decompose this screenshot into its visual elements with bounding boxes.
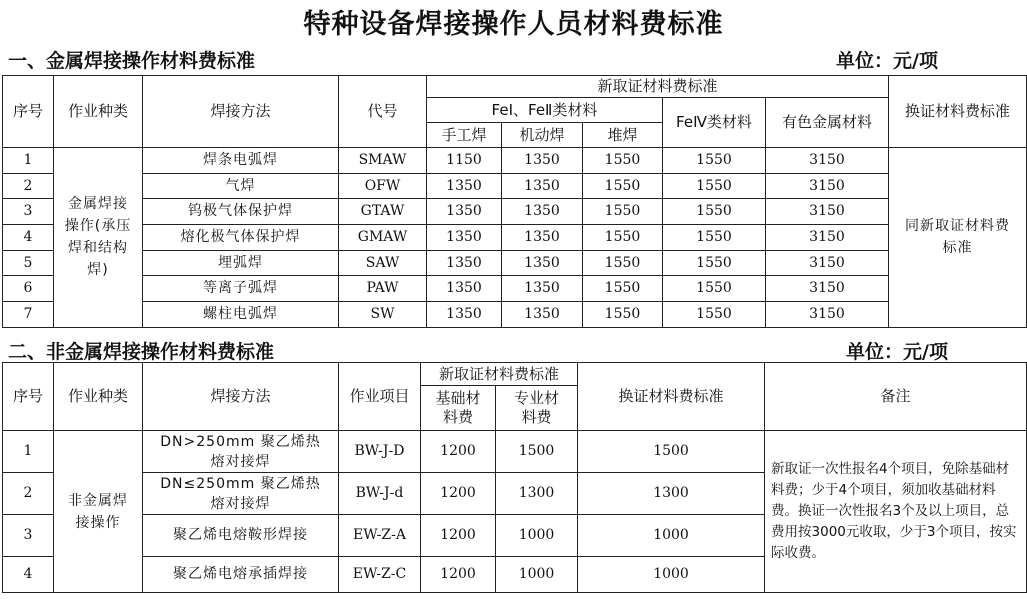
cell-code: SAW xyxy=(339,250,427,276)
cell-code: SW xyxy=(339,302,427,328)
cell-fe4: 1550 xyxy=(663,276,766,302)
page-title: 特种设备焊接操作人员材料费标准 xyxy=(303,9,724,40)
method-text: DN≤250mm 聚乙烯热熔对接焊 xyxy=(160,475,321,512)
cell-nonferrous: 3150 xyxy=(766,148,889,174)
cell-method xyxy=(143,431,339,473)
cell-overlay: 1550 xyxy=(583,199,663,225)
cell-overlay: 1550 xyxy=(583,276,663,302)
cell-seq: 1 xyxy=(3,431,54,473)
header-fe-group: FeⅠ、FeⅡ类材料 xyxy=(427,98,663,123)
cell-fe4: 1550 xyxy=(663,250,766,276)
header-renew: 换证材料费标准 xyxy=(578,363,765,431)
cell-seq: 7 xyxy=(3,302,54,328)
cell-overlay: 1550 xyxy=(583,225,663,251)
cell-seq: 4 xyxy=(3,557,54,593)
header-item: 作业项目 xyxy=(339,363,421,431)
header-base-text: 基础材料费 xyxy=(435,389,481,426)
cell-mechanical: 1350 xyxy=(502,173,583,199)
header-renew: 换证材料费标准 xyxy=(889,76,1027,148)
header-manual: 手工焊 xyxy=(427,123,502,148)
cell-method: 焊条电弧焊 xyxy=(143,148,339,174)
cell-nonferrous: 3150 xyxy=(766,173,889,199)
header-seq: 序号 xyxy=(3,363,54,431)
cell-base: 1200 xyxy=(421,515,496,557)
cell-mechanical: 1350 xyxy=(502,225,583,251)
cell-overlay: 1550 xyxy=(583,173,663,199)
section1-unit: 单位：元/项 xyxy=(836,50,938,72)
table-row xyxy=(3,431,1027,473)
cell-manual: 1350 xyxy=(427,173,502,199)
cell-remark: 新取证一次性报名4个项目，免除基础材料费；少于4个项目，须加收基础材料费。换证一次性报名3个及以上项目，总费用按3000元收取，少于3个项目，按实际收费。 xyxy=(765,431,1027,593)
cell-seq: 5 xyxy=(3,250,54,276)
cell-seq: 3 xyxy=(3,199,54,225)
table-row xyxy=(3,276,1027,302)
cell-manual: 1150 xyxy=(427,148,502,174)
cell-special: 1300 xyxy=(496,473,578,515)
cell-method: 螺柱电弧焊 xyxy=(143,302,339,328)
cell-special: 1000 xyxy=(496,557,578,593)
table-row xyxy=(3,250,1027,276)
cell-seq: 4 xyxy=(3,225,54,251)
header-category: 作业种类 xyxy=(54,363,143,431)
cell-mechanical: 1350 xyxy=(502,148,583,174)
header-new-std: 新取证材料费标准 xyxy=(427,76,889,98)
cell-code: SMAW xyxy=(339,148,427,174)
cell-method: 聚乙烯电熔鞍形焊接 xyxy=(143,515,339,557)
header-base xyxy=(421,386,496,431)
cell-base: 1200 xyxy=(421,431,496,473)
table-row xyxy=(3,302,1027,328)
section2-heading: 二、非金属焊接操作材料费标准 xyxy=(8,341,275,363)
cell-method: 熔化极气体保护焊 xyxy=(143,225,339,251)
header-category: 作业种类 xyxy=(54,76,143,148)
cell-mechanical: 1350 xyxy=(502,250,583,276)
cell-fe4: 1550 xyxy=(663,199,766,225)
cell-special: 1000 xyxy=(496,515,578,557)
cell-item: BW-J-D xyxy=(339,431,421,473)
cell-method: 埋弧焊 xyxy=(143,250,339,276)
cell-category xyxy=(54,431,143,593)
cell-method: 聚乙烯电熔承插焊接 xyxy=(143,557,339,593)
cell-seq: 1 xyxy=(3,148,54,174)
cell-fe4: 1550 xyxy=(663,225,766,251)
header-overlay: 堆焊 xyxy=(583,123,663,148)
nonmetal-welding-fee-table xyxy=(2,362,1027,593)
cell-renew: 1000 xyxy=(578,515,765,557)
cell-code: OFW xyxy=(339,173,427,199)
header-remark: 备注 xyxy=(765,363,1027,431)
header-nonferrous: 有色金属材料 xyxy=(766,98,889,148)
cell-renew: 1000 xyxy=(578,557,765,593)
cell-method xyxy=(143,473,339,515)
cell-seq: 6 xyxy=(3,276,54,302)
metal-welding-fee-table xyxy=(2,75,1027,328)
cell-special: 1500 xyxy=(496,431,578,473)
cell-fe4: 1550 xyxy=(663,148,766,174)
cell-category xyxy=(54,148,143,328)
cell-seq: 3 xyxy=(3,515,54,557)
cell-method: 等离子弧焊 xyxy=(143,276,339,302)
cell-mechanical: 1350 xyxy=(502,276,583,302)
cell-manual: 1350 xyxy=(427,276,502,302)
cell-code: PAW xyxy=(339,276,427,302)
cell-nonferrous: 3150 xyxy=(766,250,889,276)
header-code: 代号 xyxy=(339,76,427,148)
header-mechanical: 机动焊 xyxy=(502,123,583,148)
cell-manual: 1350 xyxy=(427,225,502,251)
cell-item: EW-Z-A xyxy=(339,515,421,557)
cell-nonferrous: 3150 xyxy=(766,225,889,251)
cell-code: GTAW xyxy=(339,199,427,225)
cell-mechanical: 1350 xyxy=(502,302,583,328)
table-row xyxy=(3,225,1027,251)
header-method: 焊接方法 xyxy=(143,76,339,148)
header-method: 焊接方法 xyxy=(143,363,339,431)
cell-manual: 1350 xyxy=(427,250,502,276)
cell-seq: 2 xyxy=(3,173,54,199)
cell-nonferrous: 3150 xyxy=(766,302,889,328)
cell-base: 1200 xyxy=(421,473,496,515)
cell-item: EW-Z-C xyxy=(339,557,421,593)
cell-item: BW-J-d xyxy=(339,473,421,515)
header-fe4: FeⅣ类材料 xyxy=(663,98,766,148)
section1-heading: 一、金属焊接操作材料费标准 xyxy=(8,50,256,72)
cell-overlay: 1550 xyxy=(583,148,663,174)
header-special xyxy=(496,386,578,431)
cell-renew: 1500 xyxy=(578,431,765,473)
cell-manual: 1350 xyxy=(427,199,502,225)
cell-fe4: 1550 xyxy=(663,173,766,199)
cell-overlay: 1550 xyxy=(583,250,663,276)
renew-text: 同新取证材料费标准 xyxy=(905,218,1010,257)
cell-renew xyxy=(889,148,1027,328)
cell-overlay: 1550 xyxy=(583,302,663,328)
table-row xyxy=(3,148,1027,174)
cell-fe4: 1550 xyxy=(663,302,766,328)
category-text: 金属焊接操作(承压焊和结构焊) xyxy=(64,196,132,279)
cell-nonferrous: 3150 xyxy=(766,199,889,225)
method-text: DN>250mm 聚乙烯热熔对接焊 xyxy=(160,433,321,470)
table-row xyxy=(3,173,1027,199)
header-new-std: 新取证材料费标准 xyxy=(421,363,578,386)
cell-base: 1200 xyxy=(421,557,496,593)
section2-unit: 单位：元/项 xyxy=(846,341,948,363)
cell-mechanical: 1350 xyxy=(502,199,583,225)
cell-method: 钨极气体保护焊 xyxy=(143,199,339,225)
header-seq: 序号 xyxy=(3,76,54,148)
cell-renew: 1300 xyxy=(578,473,765,515)
cell-code: GMAW xyxy=(339,225,427,251)
cell-method: 气焊 xyxy=(143,173,339,199)
cell-seq: 2 xyxy=(3,473,54,515)
table-row xyxy=(3,199,1027,225)
category-text: 非金属焊接操作 xyxy=(68,492,128,531)
header-special-text: 专业材料费 xyxy=(514,389,560,426)
cell-manual: 1350 xyxy=(427,302,502,328)
cell-nonferrous: 3150 xyxy=(766,276,889,302)
